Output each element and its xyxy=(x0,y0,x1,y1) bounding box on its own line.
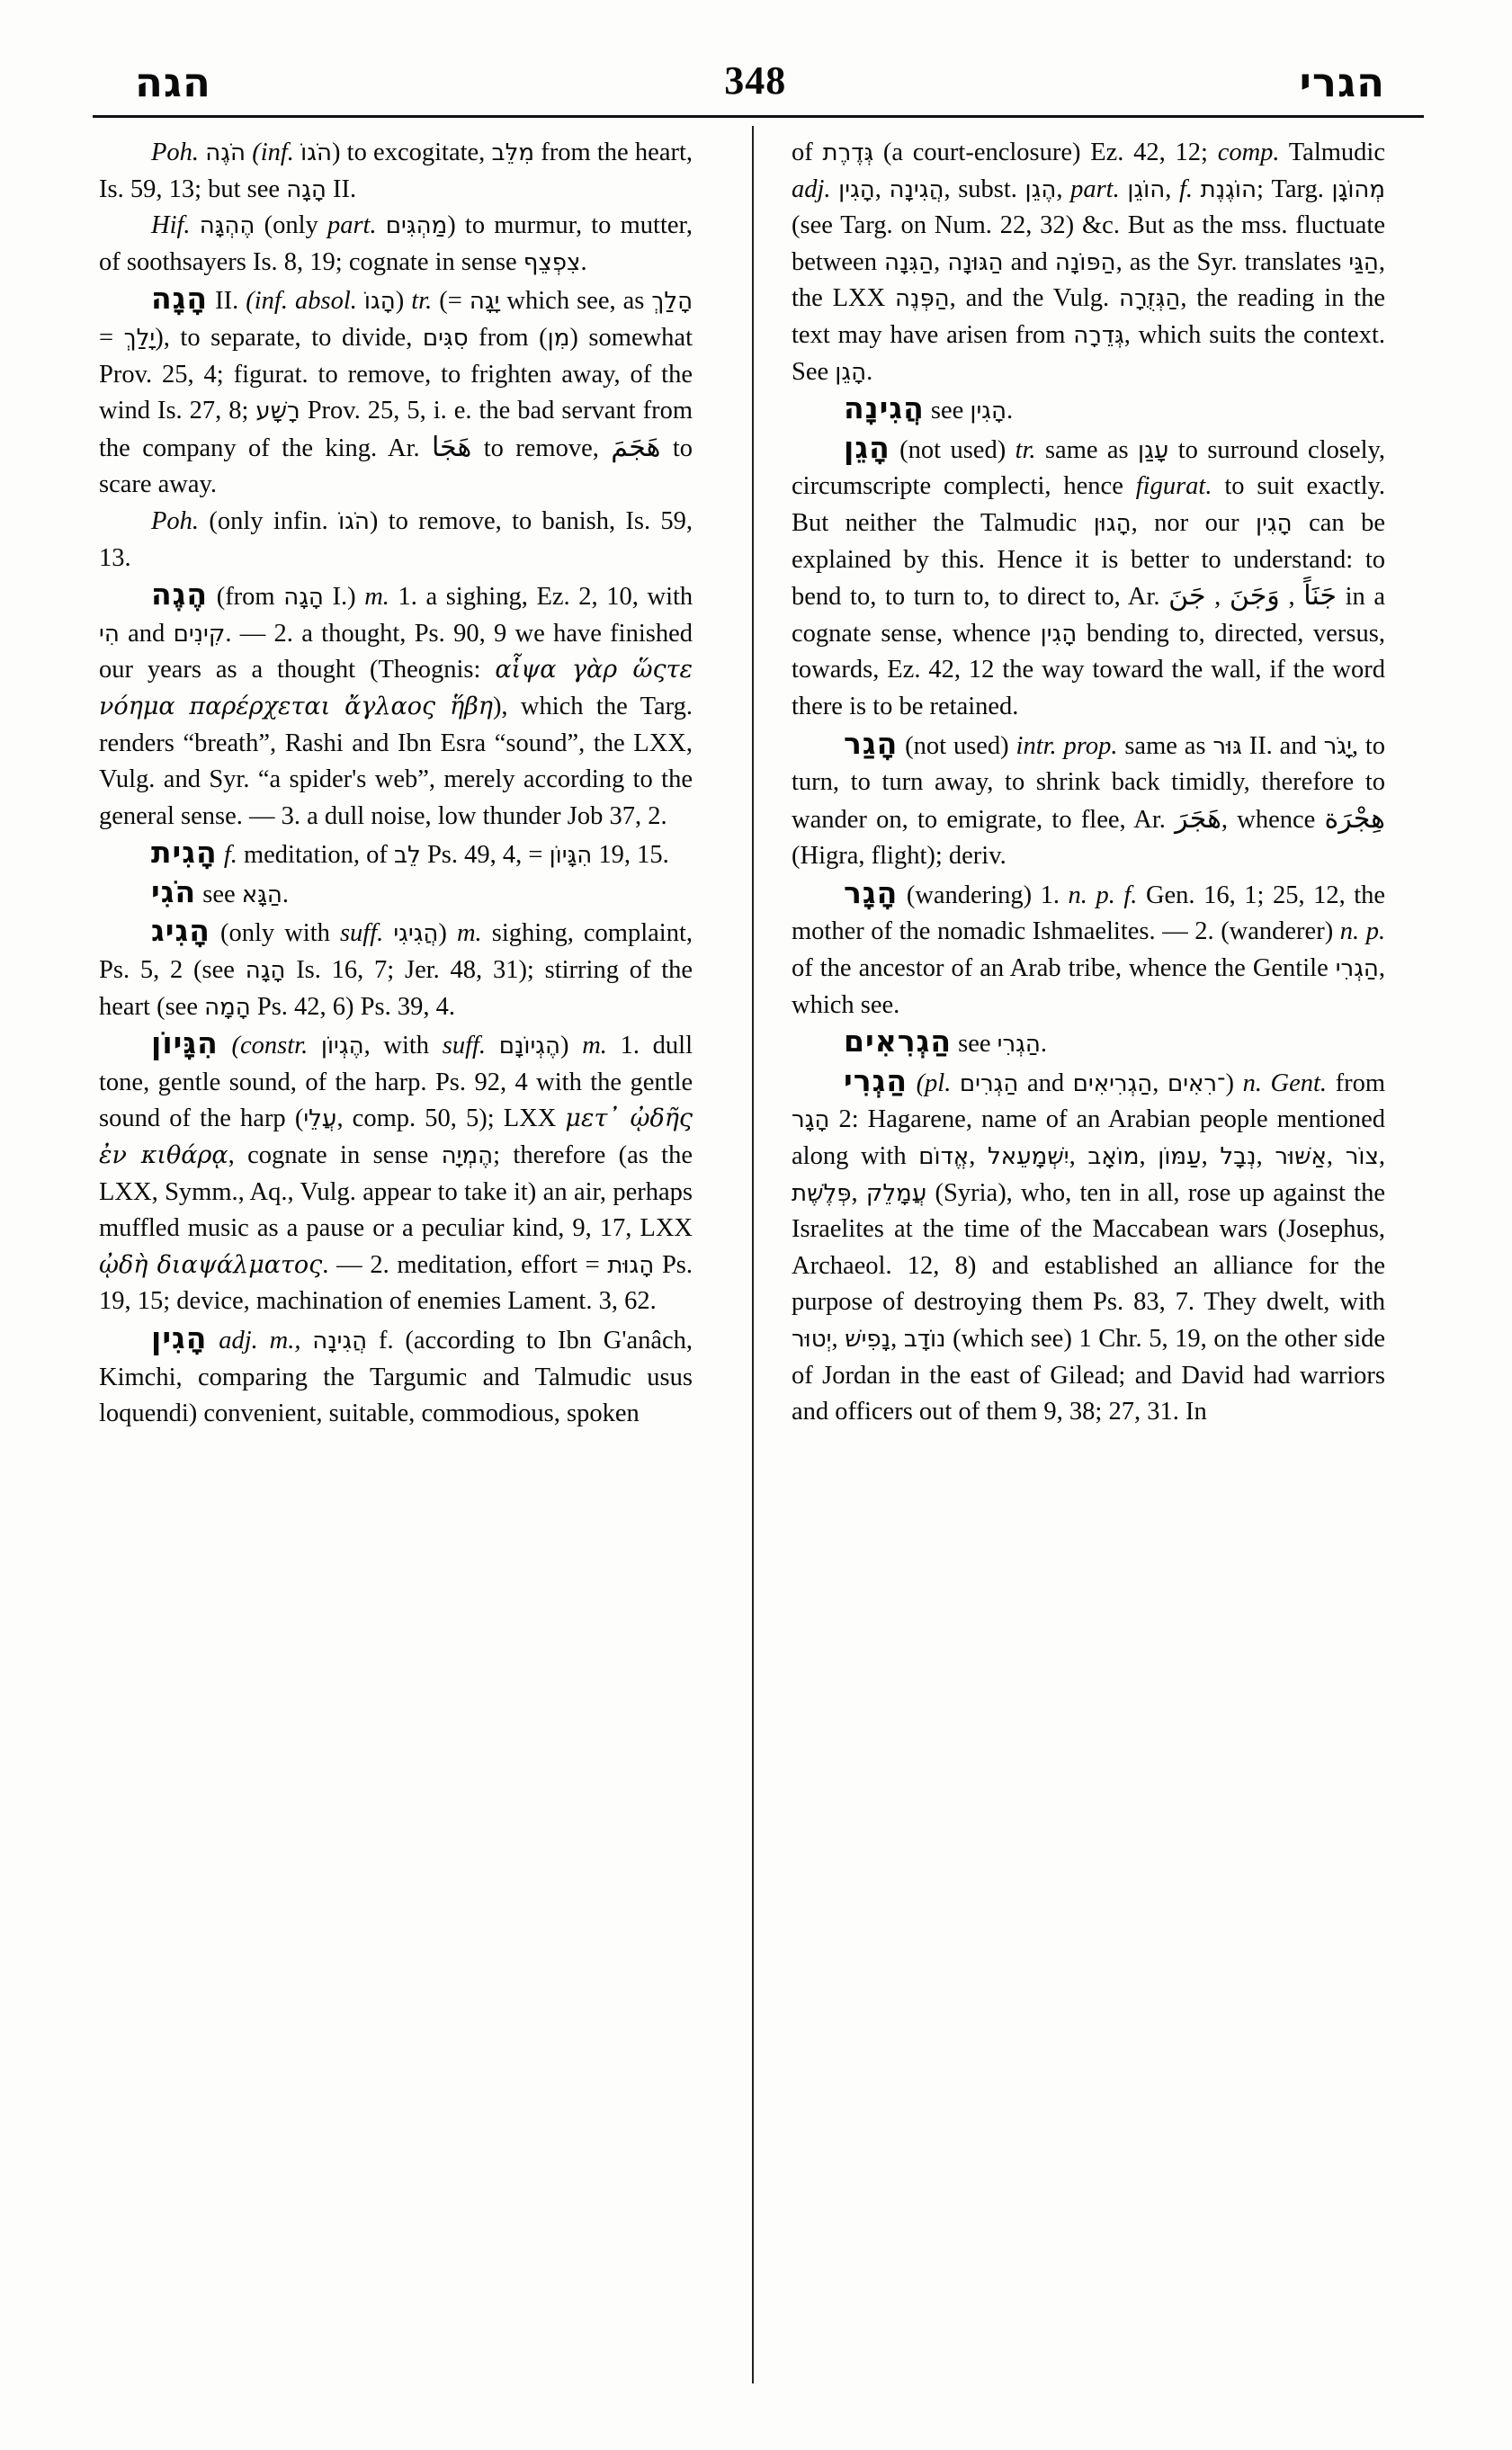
abbreviation: Poh. xyxy=(151,139,200,166)
abbreviation: m. xyxy=(582,1032,607,1060)
header-rule xyxy=(93,115,1424,118)
hebrew-word: הָגִין xyxy=(1256,509,1293,537)
headword-hebrew: הַגְרִי xyxy=(844,1062,908,1098)
hebrew-word: הֹגוֹ xyxy=(338,507,370,535)
abbreviation: (inf. xyxy=(246,287,288,316)
abbreviation: tr. xyxy=(411,287,433,316)
abbreviation: adj. xyxy=(219,1327,258,1355)
arabic-word: جَنَاً xyxy=(1303,580,1337,612)
greek-word: ᾠδὴ διαψάλματος xyxy=(99,1250,323,1279)
hebrew-word: הָגִין xyxy=(970,398,1007,425)
hebrew-word: הֲגִיגִי xyxy=(393,920,439,948)
entry-paragraph xyxy=(99,913,693,1025)
entry-text: הֲגִינָה see הָגִין. xyxy=(844,390,1014,426)
entry-paragraph xyxy=(99,1025,693,1320)
entry-text: הֶגֶה (from הָגָה I.) m. 1. a sighing, Ez. 2, 10, with הִי and קִינִים. — 2. a thought, Ps. 90, 9 we have finished our years as a thought (Theognis: αἷψα γὰρ ὥςτε νόημα παρέρχεται ἄγλαος ἥβη), which the Targ. renders “breath”, Rashi and Ibn Esra “sound”, the LXX, Vulg. and Syr. “a spider's web”, merely according to the general sense. — 3. a dull noise, low thunder Job 37, 2. xyxy=(99,577,693,830)
abbreviation: n. xyxy=(1068,881,1087,909)
abbreviation: tr. xyxy=(1015,435,1036,464)
hebrew-word: הָלַךְ xyxy=(651,288,693,316)
headword-hebrew: הָגַר xyxy=(844,725,899,761)
hebrew-word: לֵב xyxy=(394,842,421,870)
entry-paragraph xyxy=(99,1320,693,1433)
arabic-word: هِجْرَة xyxy=(1324,802,1385,835)
hebrew-word: הֹגוֹ xyxy=(300,139,332,166)
abbreviation: m. xyxy=(364,583,389,612)
entry-text: הִגָּיוֹן (constr. הֶגְיוֹן, with suff. הֶגְיוֹנָם) m. 1. dull tone, gentle sound, of the harp. Ps. 92, 4 with the gentle sound of the harp (עֲלֵי, comp. 50, 5); LXX μετ᾽ ᾠδῆς ἐν κιθάρᾳ, cognate in sense הֶמְיָה; therefore (as the LXX, Symm., Aq., Vulg. appear to take it) an air, perhaps muffled music as a pause or a peculiar kind, 9, 17, LXX ᾠδὴ διαψάλματος. — 2. meditation, effort = הָגוּת Ps. 19, 15; device, machination of enemies Lament. 3, 62. xyxy=(99,1025,693,1316)
hebrew-word: הַגְּזֻרָה xyxy=(1118,285,1181,313)
hebrew-word: הֶגְיוֹן xyxy=(320,1033,364,1060)
entry-paragraph xyxy=(792,726,1385,875)
arabic-word: هَجَرَ xyxy=(1175,802,1221,835)
abbreviation: p. xyxy=(1365,917,1386,946)
entry-paragraph xyxy=(99,504,693,577)
greek-word: αἷψα γὰρ ὥςτε νόημα παρέρχεται ἄγλαος ἥβη xyxy=(99,656,693,720)
abbreviation: suff. xyxy=(339,919,384,948)
hebrew-word: הוֹגֵן xyxy=(1127,175,1166,203)
entry-paragraph xyxy=(99,577,693,835)
hebrew-word: הִגָּיוֹן xyxy=(549,842,593,870)
hebrew-word: אַשּׁוּר xyxy=(1275,1143,1327,1171)
hebrew-word: הָגוּת xyxy=(607,1251,655,1279)
hebrew-word: הֹגֶה xyxy=(205,139,246,166)
hebrew-word: צִפְצֵף xyxy=(523,248,581,276)
entry-text: Hif. הֶהְגָּה (only part. מַהְגִּים) to murmur, to mutter, of soothsayers Is. 8, 19; cognate in sense צִפְצֵף. xyxy=(99,211,693,276)
abbreviation: figurat. xyxy=(1135,472,1212,501)
entry-paragraph xyxy=(99,135,693,208)
column-divider-rule xyxy=(752,126,754,2383)
hebrew-word: הוֹגֶנֶת xyxy=(1200,175,1257,203)
hebrew-word: הָגָר xyxy=(792,1106,830,1134)
entry-paragraph xyxy=(99,874,693,914)
hebrew-word: הַגְרִי xyxy=(997,1031,1041,1059)
hebrew-word: גּוּר xyxy=(1212,732,1242,760)
hebrew-word: הַגּוּנָה xyxy=(947,248,1004,276)
hebrew-word: הֶגֵן xyxy=(1024,175,1057,203)
left-column xyxy=(99,135,693,1433)
headword-hebrew: הָגִית xyxy=(151,835,218,871)
hebrew-word: הָגוֹ xyxy=(363,288,396,316)
entry-paragraph xyxy=(99,281,693,504)
running-head-right: הגרי xyxy=(1299,58,1385,106)
entry-paragraph xyxy=(792,135,1385,390)
entry-paragraph xyxy=(99,208,693,281)
hebrew-word: גְּדֵרָה xyxy=(1073,321,1124,349)
entry-paragraph xyxy=(792,430,1385,726)
entry-paragraph xyxy=(99,835,693,874)
hebrew-word: הָגִין xyxy=(838,175,875,203)
abbreviation: m. xyxy=(456,919,482,948)
abbreviation: absol. xyxy=(295,287,357,316)
hebrew-word: נָפִישׁ xyxy=(845,1326,891,1353)
entry-text: הָגַר (not used) intr. prop. same as גּוּר II. and יָגֹר, to turn, to turn away, to shrink back timidly, therefore to wander on, to emigrate, to flee, Ar. هَجَرَ, whence هِجْرَة (Higra, flight); deriv. xyxy=(792,725,1386,871)
hebrew-word: יָלַךְ xyxy=(123,324,156,352)
headword-hebrew: הֹגִי xyxy=(151,873,197,909)
entry-text: הָגָה II. (inf. absol. הָגוֹ) tr. (= יָגָה which see, as הָלַךְ = יָלַךְ), to separate, to divide, סִגִּים from (מִן) somewhat Prov. 25, 4; figurat. to remove, to frighten away, of the wind Is. 27, 8; רָשָׁע Prov. 25, 5, i. e. the bad servant from the company of the king. Ar. هَجَا to remove, هَجَمَ to scare away. xyxy=(99,281,693,499)
abbreviation: comp. xyxy=(1217,139,1280,166)
hebrew-word: נְבָל xyxy=(1220,1143,1257,1171)
abbreviation: n. xyxy=(1339,917,1360,946)
hebrew-word: מִן xyxy=(547,324,570,352)
right-column xyxy=(792,135,1385,1431)
headword-hebrew: הָגִיג xyxy=(151,913,210,949)
hebrew-word: הָגָה xyxy=(245,957,286,985)
hebrew-word: הַגְרִי xyxy=(1335,955,1379,983)
entry-paragraph xyxy=(792,1063,1385,1431)
hebrew-word: רָשָׁע xyxy=(255,398,300,425)
headword-hebrew: הָגָה xyxy=(151,281,209,317)
hebrew-word: אֱדוֹם xyxy=(918,1143,970,1171)
hebrew-word: הֶמְיָה xyxy=(441,1142,494,1170)
page-number: 348 xyxy=(724,58,787,103)
entry-text: הָגֵן (not used) tr. same as עָגַן to surround closely, circumscripte complecti, hence figurat. to suit exactly. But neither the Talmudic הָגוּן, nor our הָגִין can be explained by this. Hence it is better to understand: to bend to, to turn to, to direct to, Ar. جَنَ , وَجَنَ , جَنَاً in a cognate sense, whence הָגִין bending to, directed, versus, towards, Ez. 42, 12 the way toward the wall, if the word there is to be retained. xyxy=(792,429,1386,720)
hebrew-word: צוֹר xyxy=(1345,1143,1379,1171)
hebrew-word: הַגִּנָה xyxy=(884,248,935,276)
abbreviation: (pl. xyxy=(916,1069,952,1097)
hebrew-word: יָגֹר xyxy=(1323,732,1352,760)
hebrew-word: הָגָה xyxy=(283,584,324,612)
hebrew-word: הֲגִינָה xyxy=(889,175,944,203)
hebrew-word: סִגִּים xyxy=(422,324,469,352)
entry-text: הָגִין adj. m., הֲגִינָה f. (according to Ibn G'anâch, Kimchi, comparing the Targumic and Talmudic usus loquendi) convenient, suitable, commodious, spoken xyxy=(99,1320,693,1428)
hebrew-word: הָגֵן xyxy=(835,358,867,386)
abbreviation: Gent. xyxy=(1270,1069,1328,1097)
hebrew-word: הִי xyxy=(99,620,120,648)
hebrew-word: גְּדֶרֶת xyxy=(822,139,874,166)
abbreviation: n. xyxy=(1242,1069,1262,1097)
abbreviation: part. xyxy=(1070,174,1120,203)
abbreviation: adj. xyxy=(792,174,831,203)
hebrew-word: קִינִים xyxy=(173,620,226,648)
hebrew-word: הָגִין xyxy=(1040,620,1078,648)
hebrew-word: מִלֵּב xyxy=(491,139,534,166)
entry-text: Poh. הֹגֶה (inf. הֹגוֹ) to excogitate, מִלֵּב from the heart, Is. 59, 13; but see הָגָה II. xyxy=(99,139,693,203)
abbreviation: f. xyxy=(1123,881,1138,909)
abbreviation: (inf. xyxy=(252,139,294,166)
hebrew-word: הַפְּנֶה xyxy=(895,285,950,313)
abbreviation: Hif. xyxy=(151,211,191,240)
abbreviation: intr. xyxy=(1015,731,1057,760)
hebrew-word: הַגְרִים xyxy=(959,1069,1019,1097)
headword-hebrew: הָגָר xyxy=(844,874,899,910)
entry-text: הַגְרִאִים see הַגְרִי. xyxy=(844,1024,1047,1060)
entry-text: הָגִיג (only with suff. הֲגִיגִי) m. sighing, complaint, Ps. 5, 2 (see הָגָה Is. 16, 7; Jer. 48, 31); stirring of the heart (see הָמָה Ps. 42, 6) Ps. 39, 4. xyxy=(99,913,693,1021)
hebrew-word: עַמּוֹן xyxy=(1158,1143,1202,1171)
entry-text: הַגְרִי (pl. הַגְרִים and הַגְרִיאִים, ־רִאִים) n. Gent. from הָגָר 2: Hagarene, name of an Arabian people mentioned along with אֱדוֹם, יִשְׁמָעֵאל, מוֹאָב, עַמּוֹן, נְבָל, אַשּׁוּר, צוֹר, פְּלֶשֶׁת, עֲמָלֵק (Syria), who, ten in all, rose up against the Israelites at the time of the Maccabean wars (Josephus, Archaeol. 12, 8) and established an alliance for the purpose of destroying them Ps. 83, 7. They dwelt, with יְטוּר, נָפִישׁ, נוֹדָב (which see) 1 Chr. 5, 19, on the other side of Jordan in the east of Gilead; and David had warriors and officers out of them 9, 38; 27, 31. In xyxy=(792,1062,1386,1426)
headword-hebrew: הִגָּיוֹן xyxy=(151,1025,219,1061)
hebrew-word: הַגָּא xyxy=(241,881,282,908)
abbreviation: p. xyxy=(1096,881,1115,909)
headword-hebrew: הֶגֶה xyxy=(151,577,209,612)
abbreviation: f. xyxy=(223,841,237,870)
greek-word: μετ᾽ ᾠδῆς ἐν κιθάρᾳ xyxy=(99,1104,693,1170)
hebrew-word: מוֹאָב xyxy=(1087,1143,1140,1171)
hebrew-word: הֶגְיוֹנָם xyxy=(498,1033,561,1060)
entry-text: Poh. (only infin. הֹגוֹ) to remove, to banish, Is. 59, 13. xyxy=(99,506,693,572)
abbreviation: part. xyxy=(327,211,377,240)
entry-text: הֹגִי see הַגָּא. xyxy=(151,873,289,909)
hebrew-word: הַגְרִיאִים xyxy=(1072,1069,1153,1097)
hebrew-word: יָגָה xyxy=(469,288,500,316)
hebrew-word: מַהְגִּים xyxy=(385,212,448,240)
abbreviation: prop. xyxy=(1063,731,1118,760)
entry-text: of גְּדֶרֶת (a court-enclosure) Ez. 42, 12; comp. Talmudic adj. הָגִין, הֲגִינָה, subst. הֶגֵן, part. הוֹגֵן, f. הוֹגֶנֶת; Targ. מְהוֹגָן (see Targ. on Num. 22, 32) &c. But as the mss. fluctuate between הַגִּנָה, הַגּוּנָה and הַפּוֹנָה, as the Syr. translates הַגַּי, the LXX הַפְּנֶה, and the Vulg. הַגְּזֻרָה, the reading in the text may have arisen from גְּדֵרָה, which suits the context. See הָגֵן. xyxy=(792,139,1386,386)
headword-hebrew: הֲגִינָה xyxy=(844,390,925,426)
entry-paragraph xyxy=(792,1024,1385,1063)
arabic-word: هَجَا xyxy=(432,431,472,463)
entry-text: הָגָר (wandering) 1. n. p. f. Gen. 16, 1; 25, 12, the mother of the nomadic Ishmaelites. — 2. (wanderer) n. p. of the ancestor of an Arab tribe, whence the Gentile הַגְרִי, which see. xyxy=(792,874,1386,1019)
hebrew-word: הַפּוֹנָה xyxy=(1054,248,1116,276)
entry-paragraph xyxy=(792,390,1385,430)
hebrew-word: פְּלֶשֶׁת xyxy=(792,1179,852,1207)
abbreviation: (constr. xyxy=(231,1032,309,1060)
hebrew-word: עֲמָלֵק xyxy=(865,1179,927,1207)
headword-hebrew: הָגִין xyxy=(151,1320,208,1355)
abbreviation: suff. xyxy=(442,1032,487,1060)
hebrew-word: הֶהְגָּה xyxy=(199,212,255,240)
hebrew-word: יִשְׁמָעֵאל xyxy=(987,1143,1069,1171)
arabic-word: هَجَمَ xyxy=(611,431,661,463)
running-head-left: הגה xyxy=(135,58,211,106)
hebrew-word: הַגַּי xyxy=(1348,248,1379,276)
abbreviation: Poh. xyxy=(151,506,200,535)
entry-text: הָגִית f. meditation, of לֵב Ps. 49, 4, = הִגָּיוֹן 19, 15. xyxy=(151,835,669,871)
abbreviation: f. xyxy=(1178,174,1194,203)
arabic-word: جَنَ xyxy=(1168,580,1206,612)
hebrew-word: מְהוֹגָן xyxy=(1331,175,1386,203)
hebrew-word: הֲגִינָה xyxy=(312,1328,368,1355)
hebrew-word: נוֹדָב xyxy=(903,1326,946,1353)
running-head xyxy=(135,47,1385,106)
hebrew-word: הָמָה xyxy=(204,993,251,1021)
headword-hebrew: הָגֵן xyxy=(844,429,890,465)
headword-hebrew: הַגְרִאִים xyxy=(844,1024,953,1060)
entry-paragraph xyxy=(792,875,1385,1024)
hebrew-word: הָגוּן xyxy=(1093,509,1132,537)
abbreviation: m., xyxy=(269,1327,301,1355)
hebrew-word: יְטוּר xyxy=(792,1326,832,1353)
hebrew-word: עָגַן xyxy=(1138,436,1169,464)
hebrew-word: הָגָה xyxy=(286,175,327,203)
arabic-word: وَجَنَ xyxy=(1229,580,1280,612)
hebrew-word: עֲלֵי xyxy=(303,1105,337,1133)
hebrew-word: ־רִאִים xyxy=(1167,1069,1226,1097)
